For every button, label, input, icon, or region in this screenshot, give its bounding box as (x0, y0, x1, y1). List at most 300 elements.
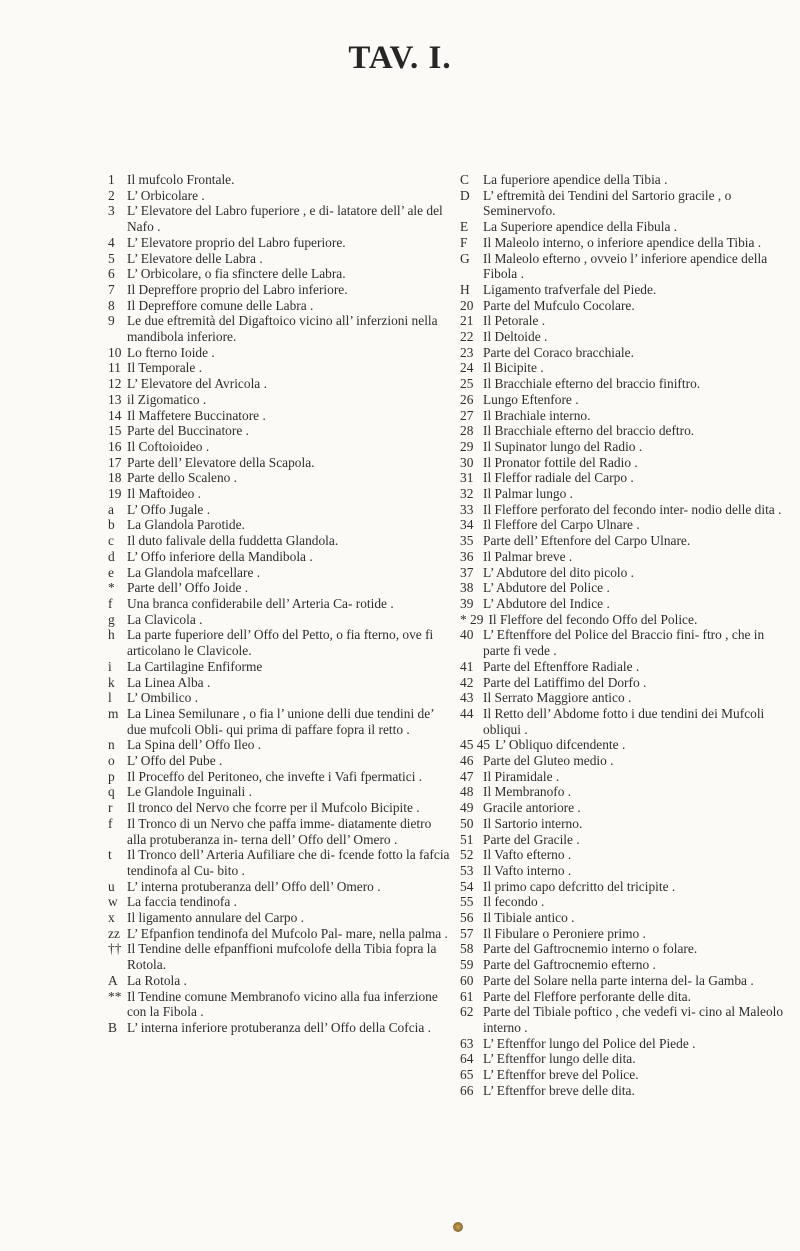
legend-entry (460, 282, 790, 298)
legend-entry (460, 690, 790, 706)
legend-entry (460, 298, 790, 314)
legend-key: 4 (108, 234, 115, 250)
legend-entry (108, 973, 453, 989)
legend-entry (460, 1051, 790, 1067)
legend-entry (108, 910, 453, 926)
legend-key: * 29 (460, 611, 484, 627)
legend-text: Il Maleolo interno, o inferiore apendice della Tibia . (483, 234, 762, 250)
legend-text: Il Depreffore proprio del Labro inferiore. (127, 281, 348, 297)
legend-text: L’ Ombilico . (127, 690, 199, 706)
legend-text: La Linea Semilunare , o fia l’ unione delli due tendini de’ due mufcoli Obli- qui prima di paffare fopra il retto . (127, 705, 434, 737)
legend-key: 23 (460, 344, 474, 360)
legend-entry (460, 360, 790, 376)
legend-key: 64 (460, 1051, 474, 1067)
legend-text: L’ Elevatore proprio del Labro fuperiore. (127, 234, 346, 250)
legend-entry (108, 879, 453, 895)
legend-text: Il Palmar lungo . (483, 486, 574, 502)
legend-text: Ligamento trafverfale del Piede. (483, 281, 657, 297)
legend-entry (460, 455, 790, 471)
legend-key: 6 (108, 266, 115, 282)
legend-key: 30 (460, 454, 474, 470)
legend-text: Parte del Mufculo Cocolare. (483, 297, 635, 313)
legend-text: Il Sartorio interno. (483, 815, 583, 831)
legend-entry (108, 784, 453, 800)
legend-entry (108, 376, 453, 392)
legend-entry (460, 894, 790, 910)
legend-key: t (108, 847, 112, 863)
legend-text: La fuperiore apendice della Tibia . (483, 172, 668, 187)
legend-text: Le due eftremità del Digaftoico vicino all’ inferzioni nella mandibola inferiore. (127, 313, 438, 345)
legend-entry (108, 392, 453, 408)
legend-key: d (108, 548, 115, 564)
legend-key: A (108, 972, 118, 988)
legend-text: Il Serrato Maggiore antico . (483, 690, 632, 706)
legend-key: 65 (460, 1067, 474, 1083)
legend-text: Il Tendine delle efpanffioni mufcolofe della Tibia fopra la Rotola. (127, 941, 437, 973)
legend-text: L’ Orbicolare . (127, 187, 205, 203)
legend-text: Il Depreffore comune delle Labra . (127, 297, 314, 313)
legend-entry (108, 172, 453, 188)
legend-key: 11 (108, 360, 121, 376)
legend-entry (460, 784, 790, 800)
legend-key: 8 (108, 297, 115, 313)
legend-entry (108, 455, 453, 471)
legend-entry (108, 941, 453, 972)
legend-entry (460, 706, 790, 737)
legend-key: 54 (460, 878, 474, 894)
legend-key: zz (108, 925, 120, 941)
legend-entry (108, 533, 453, 549)
legend-key: l (108, 690, 112, 706)
legend-entry (460, 251, 790, 282)
legend-text: La Glandola Parotide. (127, 517, 245, 533)
legend-entry (460, 1083, 790, 1099)
legend-key: a (108, 501, 114, 517)
legend-text: L’ Obliquo difcendente . (495, 737, 626, 753)
legend-text: La Linea Alba . (127, 674, 211, 690)
legend-text: Il Bicipite . (483, 360, 544, 376)
legend-key: 34 (460, 517, 474, 533)
legend-text: Lo fterno Ioide . (127, 344, 215, 360)
plate-title: TAV. I. (348, 40, 452, 76)
legend-text: La Rotola . (127, 972, 187, 988)
legend-key: k (108, 674, 115, 690)
ink-stain-decoration (453, 1222, 463, 1232)
legend-text: Il Vafto interno . (483, 862, 572, 878)
legend-key: i (108, 658, 112, 674)
legend-text: L’ Efpanfion tendinofa del Mufcolo Pal- mare, nella palma . (127, 925, 448, 941)
legend-entry (460, 580, 790, 596)
legend-entry (108, 470, 453, 486)
legend-text: L’ Eftenffor lungo delle dita. (483, 1051, 636, 1067)
legend-key: 3 (108, 203, 115, 219)
legend-key: 28 (460, 423, 474, 439)
legend-entry (460, 800, 790, 816)
legend-entry (460, 926, 790, 942)
legend-text: La Cartilagine Enfiforme (127, 658, 263, 674)
legend-text: L’ interna protuberanza dell’ Offo dell’ Omero . (127, 878, 381, 894)
legend-key: 40 (460, 627, 474, 643)
legend-entry (460, 879, 790, 895)
legend-text: Il Supinator lungo del Radio . (483, 438, 643, 454)
legend-entry (460, 847, 790, 863)
legend-key: 56 (460, 910, 474, 926)
legend-entry (108, 800, 453, 816)
legend-text: Parte del Latiffimo del Dorfo . (483, 674, 647, 690)
legend-key: f (108, 595, 113, 611)
legend-text: Il Maleolo efterno , ovveio l’ inferiore apendice della Fibola . (483, 250, 768, 282)
legend-entry (108, 298, 453, 314)
legend-key: q (108, 784, 115, 800)
legend-entry (460, 517, 790, 533)
legend-text: Il Retto dell’ Abdome fotto i due tendini dei Mufcoli obliqui . (483, 705, 765, 737)
legend-entry (108, 360, 453, 376)
legend-key: 14 (108, 407, 122, 423)
legend-entry (108, 439, 453, 455)
legend-text: Il Maftoideo . (127, 486, 202, 502)
legend-text: L’ Abdutore del dito picolo . (483, 564, 634, 580)
legend-text: L’ Orbicolare, o fia sfinctere delle Labra. (127, 266, 346, 282)
legend-entry (460, 612, 790, 628)
legend-entry (460, 235, 790, 251)
legend-text: L’ Offo Jugale . (127, 501, 211, 517)
legend-key: 61 (460, 988, 474, 1004)
legend-key: 20 (460, 297, 474, 313)
legend-entry (108, 580, 453, 596)
legend-entry (460, 533, 790, 549)
legend-entry (460, 502, 790, 518)
legend-text: Il Palmar breve . (483, 548, 573, 564)
legend-key: 52 (460, 847, 474, 863)
legend-entry (108, 675, 453, 691)
legend-key: 46 (460, 753, 474, 769)
legend-text: L’ Elevatore del Labro fuperiore , e di- latatore dell’ ale del Nafo . (127, 203, 443, 235)
legend-text: La Spina dell’ Offo Ileo . (127, 737, 262, 753)
legend-text: L’ Offo del Pube . (127, 753, 223, 769)
legend-text: Gracile antoriore . (483, 800, 581, 816)
legend-text: Il Maffetere Buccinatore . (127, 407, 266, 423)
legend-entry (460, 470, 790, 486)
legend-text: Il Tronco dell’ Arteria Aufiliare che di- fcende fotto la fafcia tendinofa al Cu- bito . (127, 847, 450, 878)
legend-text: L’ Offo inferiore della Mandibola . (127, 548, 313, 564)
legend-entry (108, 188, 453, 204)
legend-key: 22 (460, 329, 474, 345)
legend-entry (460, 392, 790, 408)
legend-text: Il Deltoide . (483, 329, 548, 345)
legend-text: Il Fleffor radiale del Carpo . (483, 470, 634, 486)
legend-text: Il Bracchiale efterno del braccio deftro. (483, 423, 695, 439)
legend-entry (108, 1020, 453, 1036)
legend-key: E (460, 219, 469, 235)
legend-key: 42 (460, 674, 474, 690)
legend-entry (108, 235, 453, 251)
legend-entry (460, 753, 790, 769)
legend-key: 32 (460, 486, 474, 502)
legend-text: Il Membranofo . (483, 784, 572, 800)
legend-entry (108, 769, 453, 785)
legend-key: 62 (460, 1004, 474, 1020)
legend-key: 12 (108, 376, 122, 392)
legend-key: 19 (108, 486, 122, 502)
legend-entry (108, 486, 453, 502)
legend-entry (460, 345, 790, 361)
legend-text: Il Pronator fottile del Radio . (483, 454, 638, 470)
legend-entry (460, 376, 790, 392)
legend-text: Il mufcolo Frontale. (127, 172, 235, 187)
legend-text: Le Glandole Inguinali . (127, 784, 252, 800)
legend-key: B (108, 1019, 117, 1035)
legend-entry (108, 706, 453, 737)
legend-entry (108, 565, 453, 581)
legend-entry (460, 957, 790, 973)
legend-text: Il Fibulare o Peroniere primo . (483, 925, 646, 941)
legend-key: c (108, 533, 114, 549)
legend-text: La Clavicola . (127, 611, 203, 627)
legend-key: m (108, 705, 119, 721)
legend-entry (108, 989, 453, 1020)
legend-key: 66 (460, 1082, 474, 1098)
legend-right-column (460, 172, 790, 1098)
legend-key: f (108, 815, 113, 831)
legend-key: 17 (108, 454, 122, 470)
legend-key: 50 (460, 815, 474, 831)
legend-key: r (108, 800, 113, 816)
legend-key: 27 (460, 407, 474, 423)
legend-text: Il Temporale . (127, 360, 203, 376)
legend-entry (460, 675, 790, 691)
legend-text: Parte del Buccinatore . (127, 423, 249, 439)
legend-entry (108, 847, 453, 878)
legend-text: Il duto falivale della fuddetta Glandola. (127, 533, 339, 549)
legend-text: Parte dell’ Offo Joide . (127, 580, 249, 596)
legend-text: La Glandola mafcellare . (127, 564, 261, 580)
legend-entry (108, 549, 453, 565)
legend-entry (460, 1004, 790, 1035)
legend-key: 59 (460, 957, 474, 973)
legend-text: Parte dell’ Eftenfore del Carpo Ulnare. (483, 533, 691, 549)
legend-key: 43 (460, 690, 474, 706)
legend-key: 60 (460, 972, 474, 988)
legend-entry (460, 423, 790, 439)
legend-key: b (108, 517, 115, 533)
legend-key: 39 (460, 595, 474, 611)
legend-text: Il ligamento annulare del Carpo . (127, 910, 304, 926)
legend-key: 10 (108, 344, 122, 360)
legend-text: L’ Elevatore del Avricola . (127, 376, 267, 392)
legend-key: 33 (460, 501, 474, 517)
legend-text: Il Coftoioideo . (127, 438, 210, 454)
legend-key: x (108, 910, 115, 926)
legend-text: Il Tibiale antico . (483, 910, 575, 926)
legend-entry (460, 941, 790, 957)
legend-entry (108, 266, 453, 282)
legend-entry (460, 219, 790, 235)
legend-key: 26 (460, 391, 474, 407)
legend-key: w (108, 894, 118, 910)
legend-text: Una branca confiderabile dell’ Arteria Ca- rotide . (127, 595, 394, 611)
legend-entry (460, 816, 790, 832)
legend-text: Lungo Eftenfore . (483, 391, 579, 407)
legend-text: Parte del Gracile . (483, 831, 580, 847)
legend-text: Il Tronco di un Nervo che paffa imme- diatamente dietro alla protuberanza in- terna dell’ Offo dell’ Omero . (127, 815, 432, 847)
legend-key: 41 (460, 658, 474, 674)
legend-text: Parte del Gaftrocnemio interno o folare. (483, 941, 698, 957)
legend-entry (108, 313, 453, 344)
legend-entry (108, 690, 453, 706)
legend-key: 7 (108, 281, 115, 297)
legend-entry (460, 329, 790, 345)
legend-entry (108, 627, 453, 658)
legend-text: Il tronco del Nervo che fcorre per il Mufcolo Bicipite . (127, 800, 420, 816)
legend-text: Parte del Gaftrocnemio efterno . (483, 957, 656, 973)
legend-entry (460, 313, 790, 329)
legend-entry (108, 282, 453, 298)
legend-key: ** (108, 988, 122, 1004)
legend-key: 37 (460, 564, 474, 580)
legend-text: Il Petorale . (483, 313, 546, 329)
legend-left-column (108, 172, 453, 1036)
legend-text: Il Vafto efterno . (483, 847, 572, 863)
legend-text: Il Proceffo del Peritoneo, che invefte i Vafi fpermatici . (127, 768, 423, 784)
legend-entry (460, 439, 790, 455)
legend-text: il Zigomatico . (127, 391, 207, 407)
legend-key: 25 (460, 376, 474, 392)
legend-key: 29 (460, 438, 474, 454)
legend-entry (108, 894, 453, 910)
legend-key: 48 (460, 784, 474, 800)
legend-key: u (108, 878, 115, 894)
legend-entry (108, 345, 453, 361)
legend-entry (460, 659, 790, 675)
legend-entry (108, 612, 453, 628)
legend-key: 44 (460, 705, 474, 721)
legend-key: G (460, 250, 470, 266)
legend-text: Il fecondo . (483, 894, 545, 910)
legend-entry (460, 408, 790, 424)
legend-key: 9 (108, 313, 115, 329)
legend-entry (460, 188, 790, 219)
legend-entry (108, 203, 453, 234)
legend-key: 49 (460, 800, 474, 816)
legend-key: e (108, 564, 114, 580)
legend-key: o (108, 753, 115, 769)
legend-entry (108, 737, 453, 753)
legend-text: Il Brachiale interno. (483, 407, 591, 423)
legend-entry (108, 423, 453, 439)
legend-text: L’ eftremità dei Tendini del Sartorio gracile , o Seminervofo. (483, 187, 732, 219)
legend-entry (108, 753, 453, 769)
legend-key: 51 (460, 831, 474, 847)
legend-text: Parte del Coraco bracchiale. (483, 344, 634, 360)
legend-entry (108, 816, 453, 847)
legend-key: 36 (460, 548, 474, 564)
legend-text: Il primo capo defcritto del tricipite . (483, 878, 676, 894)
legend-entry (108, 926, 453, 942)
legend-text: L’ interna inferiore protuberanza dell’ Offo della Cofcia . (127, 1019, 432, 1035)
legend-entry (460, 172, 790, 188)
legend-entry (460, 910, 790, 926)
legend-key: 38 (460, 580, 474, 596)
legend-entry (460, 627, 790, 658)
legend-key: 57 (460, 925, 474, 941)
legend-text: Parte dello Scaleno . (127, 470, 238, 486)
legend-key: 35 (460, 533, 474, 549)
legend-entry (108, 408, 453, 424)
legend-key: 31 (460, 470, 474, 486)
legend-key: 18 (108, 470, 122, 486)
legend-entry (108, 659, 453, 675)
legend-key: D (460, 187, 470, 203)
legend-text: Il Fleffore del fecondo Offo del Police. (488, 611, 698, 627)
legend-text: La Superiore apendice della Fibula . (483, 219, 678, 235)
legend-key: 53 (460, 862, 474, 878)
legend-text: Parte dell’ Elevatore della Scapola. (127, 454, 315, 470)
legend-key: †† (108, 941, 122, 957)
legend-text: L’ Eftenffor lungo del Police del Piede . (483, 1035, 696, 1051)
legend-key: 45 45 (460, 737, 491, 753)
legend-entry (460, 737, 790, 753)
legend-key: H (460, 281, 470, 297)
legend-text: Parte del Tibiale pofticο , che vedefi vi- cino al Maleolo interno . (483, 1004, 784, 1035)
legend-text: Il Fleffore perforato del fecondo inter- nodio delle dita . (483, 501, 782, 517)
legend-key: n (108, 737, 115, 753)
legend-key: h (108, 627, 115, 643)
legend-text: L’ Abdutore del Indice . (483, 595, 610, 611)
legend-key: 16 (108, 438, 122, 454)
legend-entry (460, 863, 790, 879)
legend-key: 1 (108, 172, 115, 187)
legend-key: 15 (108, 423, 122, 439)
legend-entry (108, 596, 453, 612)
legend-entry (460, 549, 790, 565)
legend-key: 2 (108, 187, 115, 203)
legend-text: L’ Elevatore delle Labra . (127, 250, 263, 266)
legend-entry (108, 517, 453, 533)
legend-text: Il Bracchiale efterno del braccio finiftro. (483, 376, 701, 392)
legend-text: Parte del Solare nella parte interna del- la Gamba . (483, 972, 754, 988)
legend-entry (460, 973, 790, 989)
legend-key: 58 (460, 941, 474, 957)
legend-entry (460, 769, 790, 785)
legend-text: Parte del Eftenffore Radiale . (483, 658, 640, 674)
legend-entry (460, 565, 790, 581)
legend-key: 21 (460, 313, 474, 329)
legend-text: Il Piramidale . (483, 768, 560, 784)
legend-key: p (108, 768, 115, 784)
legend-entry (460, 1036, 790, 1052)
legend-text: L’ Eftenffor breve del Police. (483, 1067, 639, 1083)
legend-entry (460, 1067, 790, 1083)
legend-text: Il Tendine comune Membranofo vicino alla fua inferzione con la Fibola . (127, 988, 438, 1020)
legend-text: Parte del Gluteo medio . (483, 753, 614, 769)
legend-text: La parte fuperiore dell’ Offo del Petto, o fia fterno, ove fi articolano le Clavicole. (127, 627, 434, 659)
legend-key: g (108, 611, 115, 627)
legend-entry (108, 502, 453, 518)
legend-key: 5 (108, 250, 115, 266)
legend-key: 55 (460, 894, 474, 910)
legend-key: 63 (460, 1035, 474, 1051)
legend-key: * (108, 580, 115, 596)
legend-key: C (460, 172, 469, 187)
legend-text: L’ Abdutore del Police . (483, 580, 610, 596)
legend-entry (108, 251, 453, 267)
legend-text: Parte del Fleffore perforante delle dita. (483, 988, 691, 1004)
legend-key: 47 (460, 768, 474, 784)
legend-text: L’ Eftenffore del Police del Braccio fini- ftro , che in parte fi vede . (483, 627, 765, 659)
legend-entry (460, 989, 790, 1005)
legend-text: L’ Eftenffor breve delle dita. (483, 1082, 635, 1098)
legend-entry (460, 832, 790, 848)
